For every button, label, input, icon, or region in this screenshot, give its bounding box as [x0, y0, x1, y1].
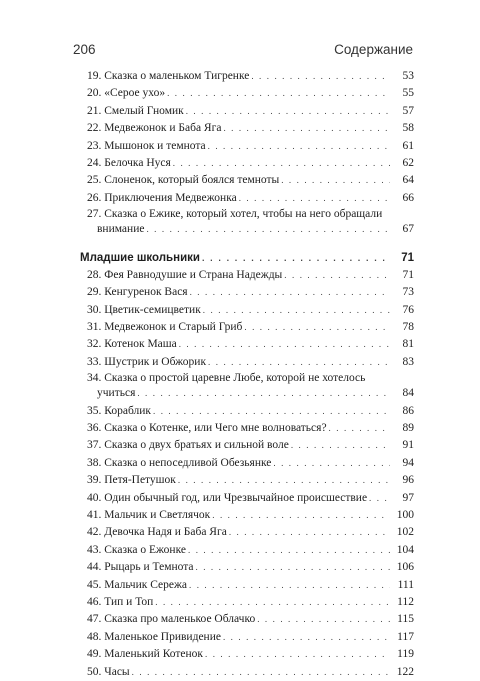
- dot-leader: [137, 385, 390, 402]
- toc-entry-title: 45. Мальчик Сережа: [87, 578, 188, 591]
- toc-entry: [87, 354, 414, 371]
- toc-entry: [87, 68, 414, 85]
- toc-entry-page: 62: [402, 156, 414, 169]
- page-number: 206: [73, 42, 96, 57]
- dot-leader: [173, 155, 390, 172]
- toc-entry: [87, 155, 414, 172]
- toc-entry: [87, 190, 414, 207]
- toc-entry: [87, 103, 414, 120]
- toc-entry-continuation: [87, 221, 414, 238]
- dot-leader: [284, 267, 390, 284]
- toc-entry: [87, 336, 414, 353]
- dot-leader: [205, 646, 390, 663]
- toc-entry: [87, 455, 414, 472]
- toc-entry-continuation: [87, 385, 414, 402]
- dot-leader: [244, 319, 390, 336]
- toc-entry: [87, 207, 414, 221]
- toc-entry: [87, 594, 414, 611]
- dot-leader: [186, 103, 390, 120]
- toc-entry-title: 42. Девочка Надя и Баба Яга: [87, 526, 227, 539]
- toc-entry-page: 58: [402, 122, 414, 135]
- dot-leader: [212, 507, 390, 524]
- dot-leader: [132, 664, 390, 681]
- dot-leader: [189, 577, 390, 594]
- toc-entry-title: 21. Смелый Гномик: [87, 104, 184, 117]
- toc-entry-title: 35. Кораблик: [87, 404, 151, 417]
- toc-entry-page: 122: [396, 665, 414, 678]
- dot-leader: [146, 221, 390, 238]
- toc-entry-title: 24. Белочка Нуся: [87, 156, 171, 169]
- toc-entry: [87, 507, 414, 524]
- toc-entry-title: 23. Мышонок и темнота: [87, 139, 206, 152]
- toc-entry-title: 27. Сказка о Ежике, который хотел, чтобы на него обращали: [87, 208, 383, 221]
- dot-leader: [239, 190, 390, 207]
- toc-entry: [87, 577, 414, 594]
- toc-entry-page: 115: [397, 613, 414, 626]
- toc-entry-title: 36. Сказка о Котенке, или Чего мне волноваться?: [87, 422, 327, 435]
- dot-leader: [281, 172, 390, 189]
- toc-entry-title: 32. Котенок Маша: [87, 338, 177, 351]
- toc-entry-page: 55: [402, 87, 414, 100]
- dot-leader: [329, 420, 390, 437]
- toc-entry-title: 38. Сказка о непоседливой Обезьянке: [87, 456, 272, 469]
- toc-entry: [87, 302, 414, 319]
- toc-entry-title: 39. Петя-Петушок: [87, 474, 176, 487]
- toc-entry-page: 96: [402, 474, 414, 487]
- toc-entry-title: 19. Сказка о маленьком Тигренке: [87, 70, 250, 82]
- toc-entry-title: 50. Часы: [87, 665, 130, 678]
- toc-entry-title: 47. Сказка про маленькое Облачко: [87, 613, 256, 626]
- dot-leader: [153, 403, 390, 420]
- dot-leader: [257, 611, 390, 628]
- toc-entry-title-continuation: учиться: [97, 387, 136, 400]
- toc-entry-page: 111: [397, 578, 414, 591]
- dot-leader: [251, 68, 390, 85]
- toc-entry: [87, 524, 414, 541]
- toc-entry-page: 117: [397, 630, 414, 643]
- toc-entry-page: 57: [402, 104, 414, 117]
- toc-entry: [87, 319, 414, 336]
- toc-entry-page: 89: [402, 422, 414, 435]
- toc-entry-page: 53: [402, 70, 414, 82]
- dot-leader: [202, 250, 390, 267]
- table-of-contents: [80, 68, 414, 681]
- toc-entry-title: 20. «Серое ухо»: [87, 87, 166, 100]
- dot-leader: [155, 594, 390, 611]
- dot-leader: [229, 524, 390, 541]
- toc-entry-title: 31. Медвежонок и Старый Гриб: [87, 321, 243, 334]
- toc-entry: [87, 138, 414, 155]
- toc-entry-title: 48. Маленькое Привидение: [87, 630, 221, 643]
- toc-entry: [87, 611, 414, 628]
- toc-entry: [87, 120, 414, 137]
- toc-entry: [87, 267, 414, 284]
- dot-leader: [196, 559, 390, 576]
- toc-entry-page: 97: [402, 491, 414, 504]
- toc-entry-title: 22. Медвежонок и Баба Яга: [87, 122, 222, 135]
- toc-entry-page: 76: [402, 303, 414, 316]
- toc-entry-page: 78: [402, 321, 414, 334]
- dot-leader: [223, 629, 390, 646]
- toc-entry: [87, 420, 414, 437]
- toc-entry-page: 67: [402, 223, 414, 236]
- toc-entry-page: 104: [396, 543, 414, 556]
- toc-entry: [87, 85, 414, 102]
- toc-entry-title: 26. Приключения Медвежонка: [87, 191, 237, 204]
- section-title: Содержание: [334, 42, 413, 57]
- dot-leader: [223, 120, 390, 137]
- toc-entry-title: 30. Цветик-семицветик: [87, 303, 201, 316]
- toc-entry-page: 94: [402, 456, 414, 469]
- dot-leader: [369, 490, 390, 507]
- dot-leader: [188, 542, 390, 559]
- toc-entry: [87, 472, 414, 489]
- toc-entry-page: 112: [397, 595, 414, 608]
- toc-entry-title: 25. Слоненок, который боялся темноты: [87, 174, 280, 187]
- dot-leader: [208, 138, 390, 155]
- toc-entry-page: 64: [402, 174, 414, 187]
- toc-entry: [87, 664, 414, 681]
- toc-entry-title: 28. Фея Равнодушие и Страна Надежды: [87, 268, 283, 281]
- toc-entry: [87, 646, 414, 663]
- toc-entry: [87, 284, 414, 301]
- toc-entry-page: 119: [397, 648, 414, 661]
- toc-section-heading-page: 71: [401, 251, 414, 264]
- toc-section-heading-title: Младшие школьники: [80, 251, 200, 264]
- dot-leader: [273, 455, 390, 472]
- toc-entry-title: 49. Маленький Котенок: [87, 648, 204, 661]
- dot-leader: [208, 354, 390, 371]
- toc-entry-title: 46. Тип и Топ: [87, 595, 154, 608]
- running-head: [73, 42, 413, 60]
- toc-entry-title: 33. Шустрик и Обжорик: [87, 355, 207, 368]
- dot-leader: [178, 472, 390, 489]
- toc-entry-page: 83: [402, 355, 414, 368]
- dot-leader: [179, 336, 390, 353]
- toc-entry-title: 29. Кенгуренок Вася: [87, 286, 188, 299]
- toc-entry-title: 44. Рыцарь и Темнота: [87, 561, 194, 574]
- toc-entry: [87, 437, 414, 454]
- toc-entry-title: 43. Сказка о Ежонке: [87, 543, 186, 556]
- dot-leader: [167, 85, 390, 102]
- toc-entry: [87, 490, 414, 507]
- toc-entry-title: 37. Сказка о двух братьях и сильной воле: [87, 439, 289, 452]
- toc-entry: [87, 403, 414, 420]
- toc-entry-page: 81: [402, 338, 414, 351]
- toc-entry-page: 91: [402, 439, 414, 452]
- toc-entry: [87, 629, 414, 646]
- section-gap: [87, 239, 414, 250]
- dot-leader: [291, 437, 390, 454]
- toc-entry-page: 100: [396, 508, 414, 521]
- toc-entry-page: 102: [396, 526, 414, 539]
- toc-entry-page: 61: [402, 139, 414, 152]
- toc-entry-page: 66: [402, 191, 414, 204]
- dot-leader: [190, 284, 390, 301]
- toc-entry: [87, 371, 414, 385]
- toc-entry-page: 84: [402, 387, 414, 400]
- toc-entry: [87, 172, 414, 189]
- toc-entry-title-continuation: внимание: [97, 223, 145, 236]
- toc-entry-page: 106: [396, 561, 414, 574]
- toc-entry-page: 73: [402, 286, 414, 299]
- toc-entry-title: 41. Мальчик и Светлячок: [87, 508, 211, 521]
- toc-entry: [87, 542, 414, 559]
- toc-entry: [87, 559, 414, 576]
- toc-entry-title: 34. Сказка о простой царевне Любе, которой не хотелось: [87, 372, 366, 385]
- toc-entry-page: 71: [402, 268, 414, 281]
- toc-entry-title: 40. Один обычный год, или Чрезвычайное происшествие: [87, 491, 368, 504]
- toc-section-heading: [80, 250, 414, 267]
- toc-entry-page: 86: [402, 404, 414, 417]
- dot-leader: [203, 302, 390, 319]
